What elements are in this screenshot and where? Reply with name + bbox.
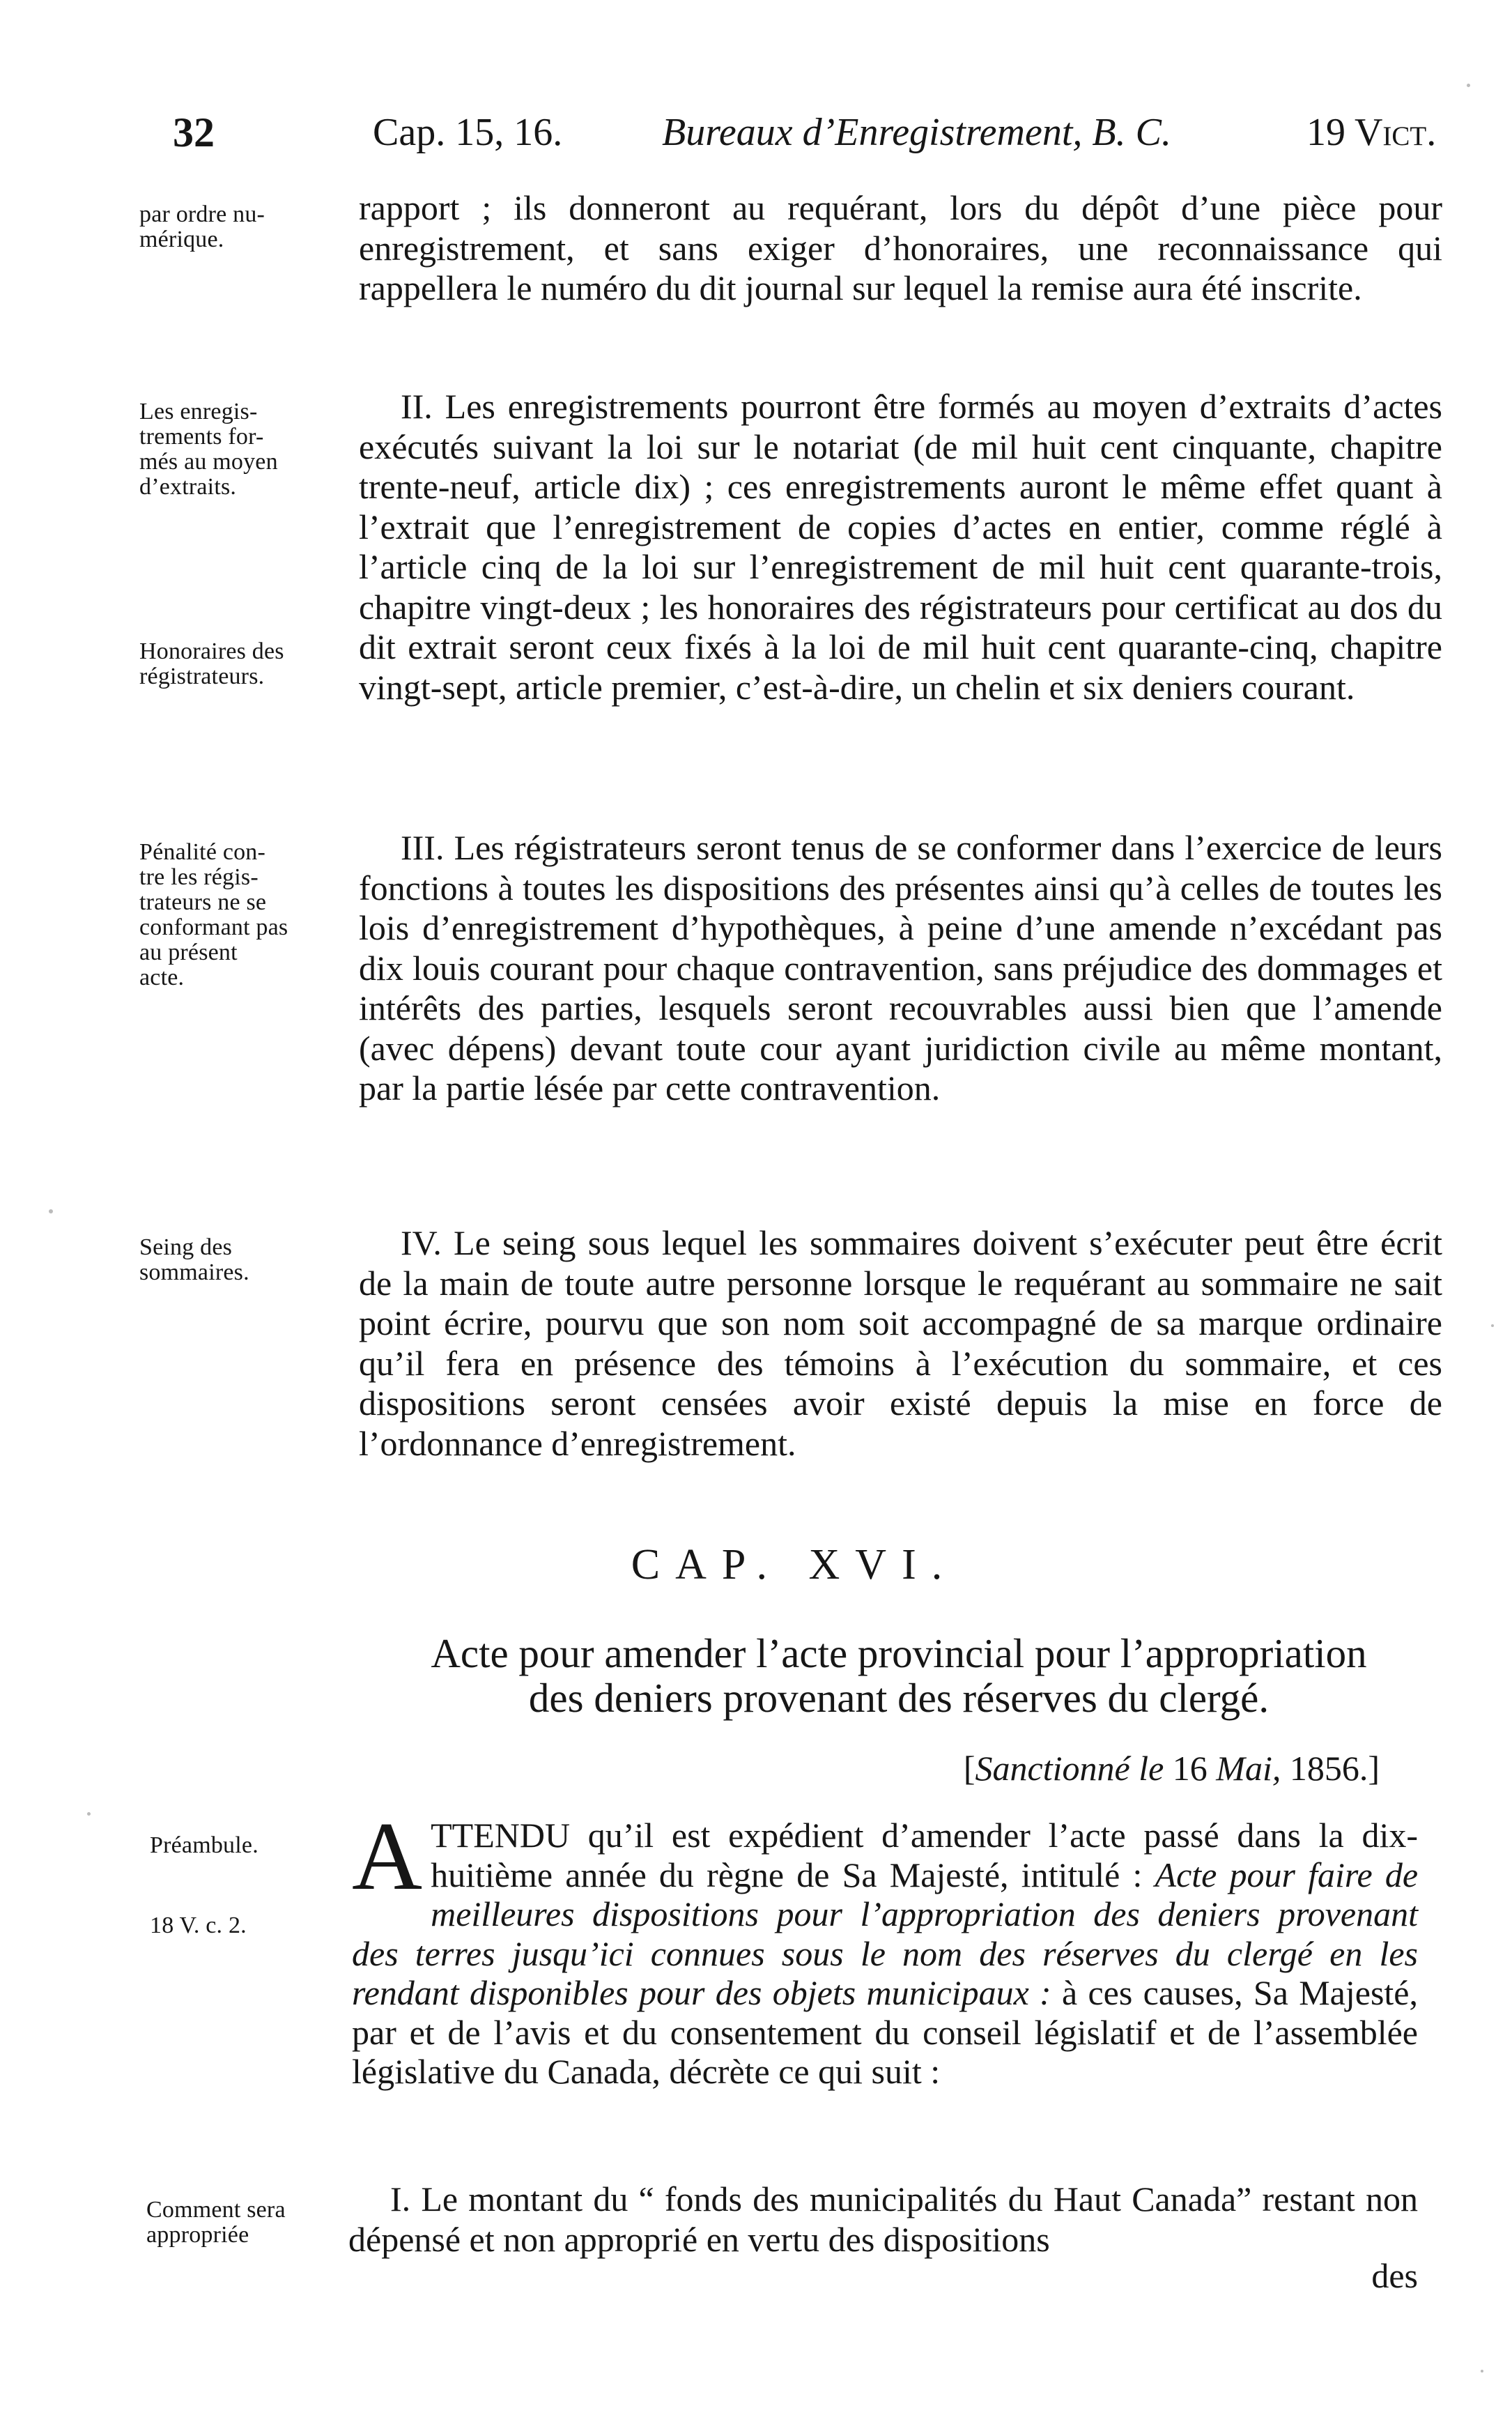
paper-speck xyxy=(1491,1324,1494,1327)
margin-note-fees: Honoraires des régistrateurs. xyxy=(139,638,284,689)
paragraph-section-4: IV. Le seing sous lequel les sommaires doivent s’exécuter peut être écrit de la main de toute autre personne lorsque le requérant au sommaire ne sait point écrire, pourvu que son nom soit accompagné de sa marque ordinaire qu’il fera en présence des témoins à l’exécution du sommaire, et ces dispositions seront censées avoir existé depuis la mise en force de l’ordonnance d’enregistrement. xyxy=(359,1223,1442,1463)
margin-note-numeric-order: par ordre nu- mérique. xyxy=(139,201,265,252)
chapter-heading: CAP. XVI. xyxy=(631,1541,958,1588)
paper-speck xyxy=(49,1209,53,1213)
catchword: des xyxy=(1371,2256,1418,2295)
paragraph-section-3: III. Les régistrateurs seront tenus de se conformer dans l’exercice de leurs fonctions à toutes les dispositions des présentes ainsi qu’à celles de toutes les lois d’enregistrement d’hypothèques, à peine d’une amende n’excédant pas dix louis courant pour chaque contravention, sans préjudice des dommages et intérêts des parties, lesquels seront recouvrables aussi bien que l’amende (avec dépens) devant toute cour ayant juridiction civile au même montant, par la partie lésée par cette contravention. xyxy=(359,828,1442,1107)
sanction-date: [Sanctionné le 16 Mai, 1856.] xyxy=(963,1749,1380,1788)
margin-note-appropriation: Comment sera appropriée xyxy=(146,2197,286,2248)
paragraph-section-1: I. Le montant du “ fonds des municipalités du Haut Canada” restant non dépensé et non approprié en vertu des dispositions xyxy=(348,2179,1418,2259)
reign-reference: 19 Vict. xyxy=(1306,111,1437,154)
chapter-reference: Cap. 15, 16. xyxy=(373,111,563,154)
cited-act-title: Acte pour faire de meilleures dispositions pour l’appropriation des deniers provenant des terres jusqu’ici connues sous le nom des réserves du clergé en les rendant disponibles pour des objets municipaux : xyxy=(352,1855,1419,2012)
act-title xyxy=(352,1631,1446,1720)
paragraph-section-2: II. Les enregistrements pourront être formés au moyen d’extraits d’actes exécutés suivant la loi sur le notariat (de mil huit cent cinquante, chapitre trente-neuf, article dix) ; ces enregistrements auront le même effet quant à l’extrait que l’enregistrement de copies d’actes en entier, comme réglé à l’article cinq de la loi sur l’enregistrement de mil huit cent quarante-trois, chapitre vingt-deux ; les honoraires des régistrateurs pour certificat au dos du dit extrait seront ceux fixés à la loi de mil huit cent quarante-cinq, chapitre vingt-sept, article premier, c’est-à-dire, un chelin et six deniers courant. xyxy=(359,387,1442,707)
preamble-paragraph: ATTENDU qu’il est expédient d’amender l’acte passé dans la dix-huitième année du règne de Sa Majesté, intitulé : Acte pour faire de meilleures dispositions pour l’appropriation des deniers provenant des terres jusqu’ici connues sous le nom des réserves du clergé en les rendant disponibles pour des objets municipaux : à ces causes, Sa Majesté, par et de l’avis et du consentement du conseil législatif et de l’assemblée législative du Canada, décrète ce qui suit : xyxy=(352,1802,1419,2091)
margin-note-signature: Seing des sommaires. xyxy=(139,1234,249,1285)
margin-note-extracts: Les enregis- trements for- més au moyen d’extraits. xyxy=(139,399,278,500)
paper-speck xyxy=(1481,2370,1483,2373)
running-title: Bureaux d’Enregistrement, B. C. xyxy=(662,111,1171,154)
margin-note-citation: 18 V. c. 2. xyxy=(150,1913,247,1938)
act-title-line-1: Acte pour amender l’acte provincial pour l’appropriation xyxy=(431,1630,1367,1676)
page-number: 32 xyxy=(173,109,215,155)
paper-speck xyxy=(1467,84,1470,87)
margin-note-penalty: Pénalité con- tre les régis- trateurs ne se conformant pas au présent acte. xyxy=(139,839,288,990)
act-title-line-2: des deniers provenant des réserves du clergé. xyxy=(528,1675,1270,1721)
margin-note-preamble: Préambule. xyxy=(150,1832,259,1858)
paper-speck xyxy=(87,1812,91,1816)
drop-cap: A xyxy=(352,1802,423,1910)
paragraph-continuation: rapport ; ils donneront au requérant, lors du dépôt d’une pièce pour enregistrement, et sans exiger d’honoraires, une reconnaissance qui rappellera le numéro du dit journal sur lequel la remise aura été inscrite. xyxy=(359,188,1442,307)
